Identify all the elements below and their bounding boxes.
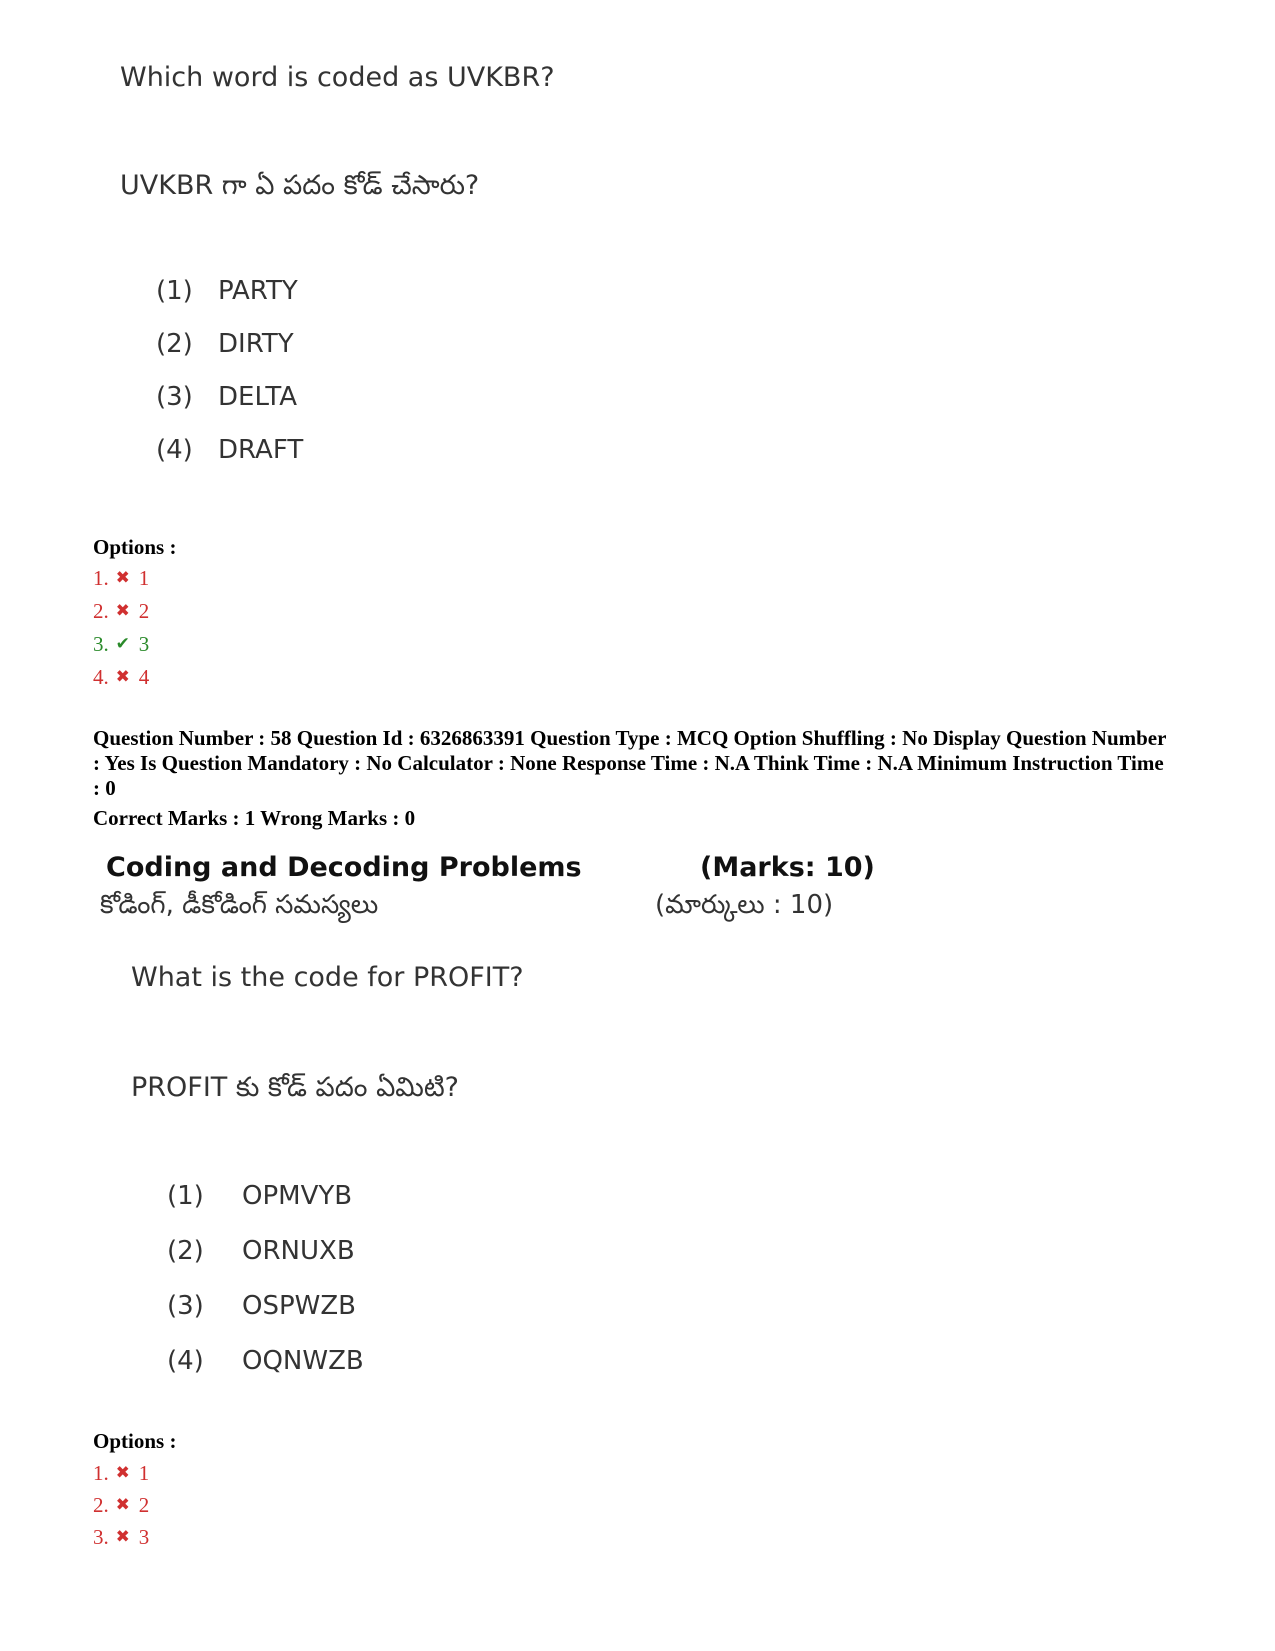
cross-icon: ✖ — [115, 1495, 130, 1514]
options-label: Options : — [93, 535, 177, 559]
check-icon: ✔ — [115, 634, 130, 653]
choice-1: (1) OPMVYB — [167, 1181, 353, 1211]
option-row: 1. ✖ 1 — [93, 566, 150, 590]
section-marks-en: (Marks: 10) — [700, 852, 875, 883]
question-marks: Correct Marks : 1 Wrong Marks : 0 — [93, 806, 416, 830]
question-text-en: Which word is coded as UVKBR? — [120, 62, 555, 93]
section-title-te: కోడింగ్, డీకోడింగ్ సమస్యలు — [100, 890, 379, 920]
cross-icon: ✖ — [115, 568, 130, 587]
option-row: 4. ✖ 4 — [93, 665, 150, 689]
choice-2: (2) DIRTY — [156, 329, 294, 359]
option-row: 3. ✖ 3 — [93, 1525, 150, 1549]
option-row: 2. ✖ 2 — [93, 599, 150, 623]
choice-4: (4) OQNWZB — [167, 1346, 364, 1376]
question-text-te: UVKBR గా ఏ పదం కోడ్ చేసారు? — [120, 170, 480, 201]
choice-2: (2) ORNUXB — [167, 1236, 355, 1266]
question-text-te: PROFIT కు కోడ్ పదం ఏమిటి? — [131, 1072, 460, 1103]
choice-3: (3) DELTA — [156, 382, 298, 412]
cross-icon: ✖ — [115, 1463, 130, 1482]
section-title-en: Coding and Decoding Problems — [106, 852, 582, 883]
section-marks-te: (మార్కులు : 10) — [655, 890, 834, 920]
option-row: 3. ✔ 3 — [93, 632, 150, 656]
question-text-en: What is the code for PROFIT? — [131, 962, 524, 993]
choice-3: (3) OSPWZB — [167, 1291, 357, 1321]
choice-4: (4) DRAFT — [156, 435, 304, 465]
cross-icon: ✖ — [115, 667, 130, 686]
option-row: 1. ✖ 1 — [93, 1461, 150, 1485]
choice-1: (1) PARTY — [156, 276, 298, 306]
question-meta: Question Number : 58 Question Id : 6326863391 Question Type : MCQ Option Shuffling : No Display Question Number : Yes Is Question Mandatory : No Calculator : None Response Time : N.A Think Time : N.A Minimum Instruction Time : 0 — [93, 726, 1167, 800]
cross-icon: ✖ — [115, 1527, 130, 1546]
options-label: Options : — [93, 1429, 177, 1453]
cross-icon: ✖ — [115, 601, 130, 620]
option-row: 2. ✖ 2 — [93, 1493, 150, 1517]
